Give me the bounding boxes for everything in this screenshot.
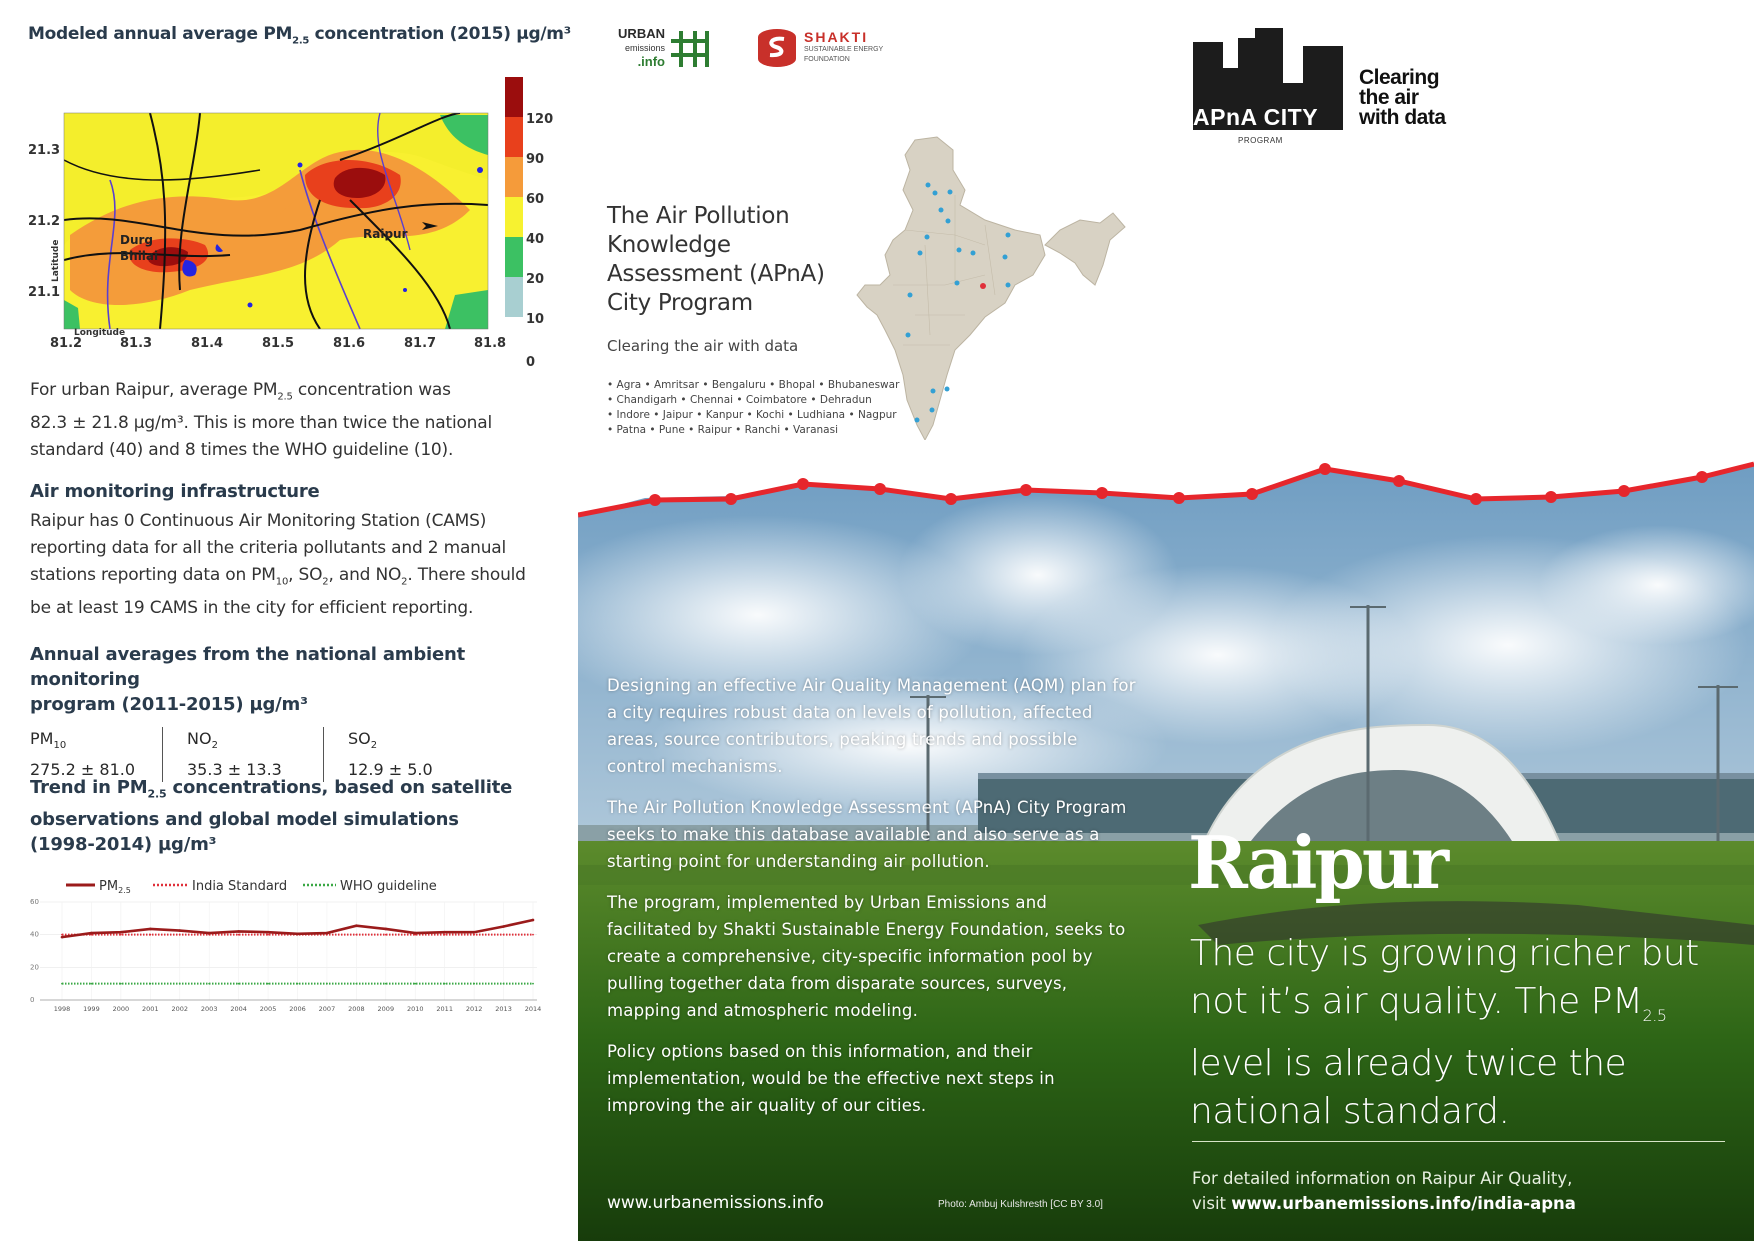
x-tick: 2009 [377, 1005, 395, 1013]
data-point [385, 928, 388, 931]
data-point [149, 934, 151, 936]
data-point [532, 983, 534, 985]
apna-city-logo: APnA CITY PROGRAM Clearing the air with data [1193, 28, 1493, 148]
y-tick: 60 [30, 898, 39, 906]
x-tick: 2000 [112, 1005, 130, 1013]
lon-tick: 81.4 [191, 336, 224, 351]
lon-axis-label: Longitude [74, 328, 126, 338]
data-point [120, 934, 122, 936]
data-point [61, 934, 63, 936]
x-tick: 2001 [142, 1005, 159, 1013]
legend-who-guideline: WHO guideline [340, 879, 437, 894]
data-point [90, 932, 93, 935]
legend-pm25: $PM_{2.5}$ [99, 879, 131, 895]
lat-tick: 21.2 [28, 214, 61, 229]
x-tick: 2002 [171, 1005, 189, 1013]
map-title: Modeled annual average $PM_{2.5}$ concentration (2015) µg/m³ [28, 24, 571, 47]
data-point [355, 924, 358, 927]
data-point [503, 934, 505, 936]
map-city-bhilai: Bhilai [120, 249, 159, 263]
data-point [444, 934, 446, 936]
data-point [414, 983, 416, 985]
data-point [355, 934, 357, 936]
data-point [385, 934, 387, 936]
data-point [120, 983, 122, 985]
data-point [237, 930, 240, 933]
x-tick: 2012 [465, 1005, 483, 1013]
shakti-logo: SHAKTI SUSTAINABLE ENERGY FOUNDATION [756, 27, 906, 73]
data-point [473, 934, 475, 936]
lon-tick: 81.5 [262, 336, 295, 351]
data-point [414, 932, 417, 935]
shakti-emblem-icon [756, 27, 798, 69]
data-point [238, 983, 240, 985]
stat-pm10: $PM_{10}$ 275.2 ± 81.0 [30, 727, 163, 782]
data-point [267, 983, 269, 985]
data-point [297, 983, 299, 985]
pm25-concentration-map [0, 60, 560, 380]
data-point [208, 983, 210, 985]
x-tick: 2005 [259, 1005, 277, 1013]
lon-tick: 81.2 [50, 336, 83, 351]
city-title: Raipur [1188, 820, 1447, 905]
india-map [855, 135, 1135, 440]
infrastructure-section: Air monitoring infrastructure Raipur has 0 Continuous Air Monitoring Station (CAMS) reporting data for all the criteria pollutants and 2 manual stations reporting data on $PM_{10}$, $SO_2$, and $NO_2$. There should be at least 19 CAMS in the city for efficient reporting. [30, 479, 550, 622]
x-tick: 2010 [406, 1005, 424, 1013]
infra-heading: Air monitoring infrastructure [30, 481, 320, 502]
data-point [179, 934, 181, 936]
data-point [238, 934, 240, 936]
data-point [326, 932, 329, 935]
data-point [355, 983, 357, 985]
lon-tick: 81.8 [474, 336, 507, 351]
program-title: The Air Pollution Knowledge Assessment (APnA) City Program [607, 203, 825, 316]
stat-no2: $NO_2$ 35.3 ± 13.3 [187, 727, 324, 782]
lat-axis-label: Latitude [51, 239, 61, 282]
pm25-trend-chart [0, 865, 560, 1025]
data-point [149, 983, 151, 985]
data-point [385, 983, 387, 985]
apna-link[interactable]: www.urbanemissions.info/india-apna [1231, 1194, 1576, 1213]
about-program-text: Designing an effective Air Quality Management (AQM) plan for a city requires robust data on levels of pollution, affected areas, source contributors, peaking trends and possible control mechanisms. The Air Pollution Knowledge Assessment (APnA) City Program seeks to make this database available and also serve as a starting point for understanding air pollution. The program, implemented by Urban Emissions and facilitated by Shakti Sustainable Energy Foundation, seeks to create a comprehensive, city-specific information pool by pulling together data from disparate sources, surveys, mapping and atmospheric modeling. Policy options based on this information, and their implementation, would be the effective next steps in improving the air quality of our cities. [607, 676, 1136, 1115]
x-tick: 2014 [524, 1005, 542, 1013]
x-tick: 2008 [348, 1005, 365, 1013]
x-tick: 1999 [83, 1005, 100, 1013]
lat-tick: 21.3 [28, 143, 61, 158]
legend-value: 10 [526, 312, 545, 327]
summary-paragraph: For urban Raipur, average $PM_{2.5}$ concentration was 82.3 ± 21.8 µg/m³. This is more than twice the national standard (40) and 8 times the WHO guideline (10). [30, 380, 492, 461]
data-point [208, 932, 211, 935]
legend-value: 0 [526, 355, 536, 370]
lat-tick: 21.1 [28, 285, 61, 300]
data-point [149, 928, 152, 931]
x-tick: 2007 [318, 1005, 336, 1013]
map-city-durg: Durg [120, 233, 154, 247]
website-link[interactable]: www.urbanemissions.info [607, 1193, 824, 1213]
data-point [473, 931, 476, 934]
trend-heading: Trend in $PM_{2.5}$ concentrations, based on satellite observations and global model simulations (1998-2014) µg/m³ [30, 777, 513, 855]
x-tick: 2013 [495, 1005, 512, 1013]
data-point [179, 983, 181, 985]
y-tick: 20 [30, 963, 39, 972]
cover-info: For detailed information on Raipur Air Quality, visit www.urbanemissions.info/india-apna [1192, 1169, 1576, 1213]
legend-india-standard: India Standard [192, 879, 288, 894]
lon-tick: 81.6 [333, 336, 366, 351]
lon-tick: 81.3 [120, 336, 153, 351]
trend-decoration-line [578, 455, 1754, 535]
data-point [61, 983, 63, 985]
data-point [532, 919, 535, 922]
data-point [444, 983, 446, 985]
y-tick: 0 [30, 996, 35, 1004]
program-cities: • Agra • Amritsar • Bengaluru • Bhopal • Bhubaneswar • Chandigarh • Chennai • Coimbatore • Dehradun • Indore • Jaipur • Kanpur • Kochi • Ludhiana • Nagpur • Patna • Pune • Raipur • Ranchi • Varanasi [607, 379, 900, 436]
city-tagline: The city is growing richer but not it’s air quality. The $PM_{2.5}$ level is already twice the national standard. [1190, 933, 1699, 1133]
grid-icon [669, 29, 709, 69]
legend-value: 20 [526, 272, 545, 287]
chart-legend [66, 879, 437, 895]
legend-value: 60 [526, 192, 545, 207]
legend-value: 40 [526, 232, 545, 247]
data-point [503, 983, 505, 985]
photo-credit: Photo: Ambuj Kulshresth [CC BY 3.0] [938, 1199, 1103, 1210]
urbanemissions-logo: URBAN emissions .info [607, 27, 717, 73]
program-tagline: Clearing the air with data [607, 337, 799, 355]
data-point [502, 925, 505, 928]
data-point [443, 931, 446, 934]
x-tick: 2004 [230, 1005, 247, 1013]
raipur-dot [980, 283, 986, 289]
data-point [296, 933, 299, 936]
x-tick: 1998 [53, 1005, 71, 1013]
map-city-raipur: Raipur [363, 227, 408, 241]
cover-divider [1192, 1141, 1725, 1142]
stat-so2: $SO_2$ 12.9 ± 5.0 [348, 729, 433, 780]
data-point [178, 929, 181, 932]
x-tick: 2003 [200, 1005, 218, 1013]
data-point [267, 931, 270, 934]
data-point [267, 934, 269, 936]
legend-value: 90 [526, 152, 545, 167]
color-scale-legend [505, 77, 523, 317]
data-point [91, 983, 93, 985]
lon-tick: 81.7 [404, 336, 437, 351]
legend-value: 120 [526, 112, 554, 127]
data-point [120, 931, 123, 934]
data-point [473, 983, 475, 985]
annual-averages-section: Annual averages from the national ambient monitoring program (2011-2015) µg/m³ $PM_{10}$ 275.2 ± 81.0 $NO_2$ 35.3 ± 13.3 $SO_2$ 12.9 ± 5.0 [30, 642, 550, 782]
y-tick: 40 [30, 930, 39, 939]
x-tick: 2011 [436, 1005, 453, 1013]
data-point [532, 934, 534, 936]
x-tick: 2006 [289, 1005, 306, 1013]
data-point [326, 983, 328, 985]
data-point [61, 936, 64, 939]
